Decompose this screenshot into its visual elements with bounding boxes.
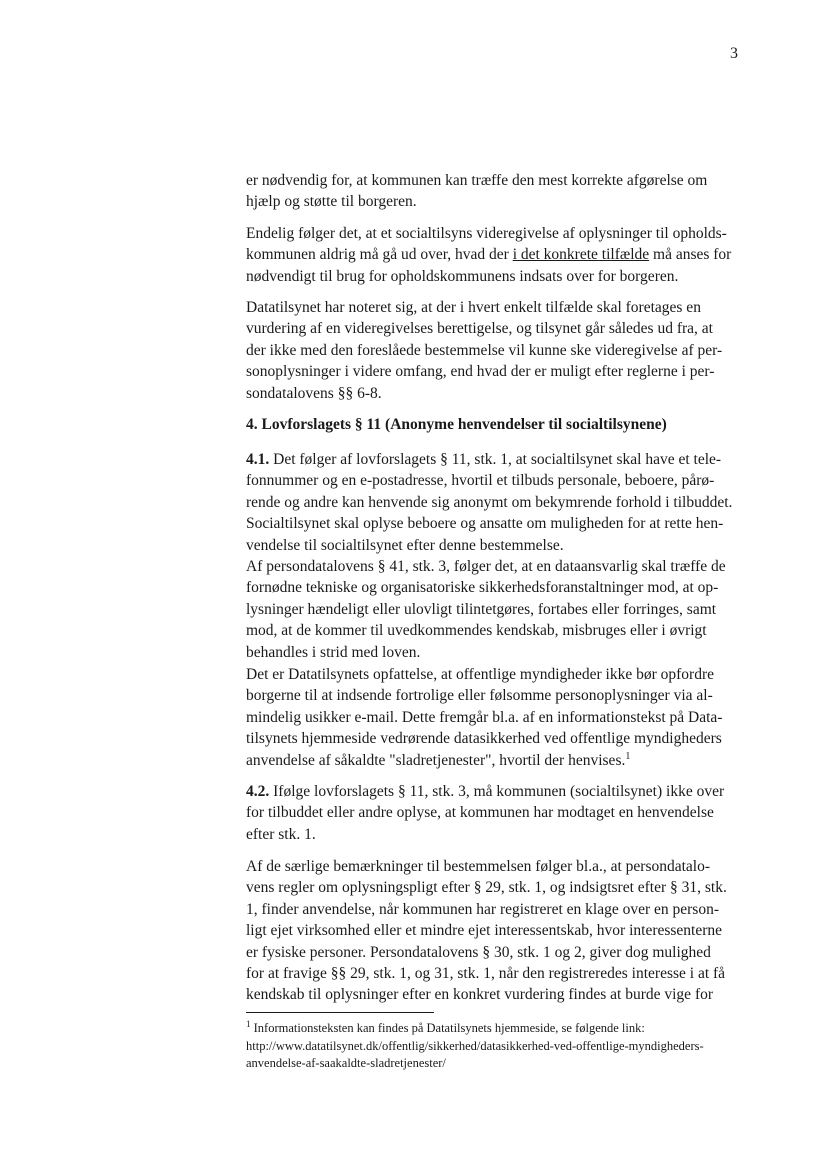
text-line: for tilbuddet eller andre oplyse, at kommunen har modtaget en henvendelse — [246, 804, 714, 822]
paragraph-videregivelse — [246, 223, 756, 287]
text-segment: kommunen aldrig må gå ud over, hvad der — [246, 246, 513, 264]
text-line: der ikke med den foreslåede bestemmelse vil kunne ske videregivelse af per- — [246, 341, 723, 359]
text-line: behandles i strid med loven. — [246, 643, 421, 661]
paragraph-continuation — [246, 170, 756, 213]
footnote-line — [246, 1020, 766, 1038]
text-line — [246, 750, 756, 771]
paragraph-4-2 — [246, 781, 756, 845]
text-segment: anvendelse af såkaldte "sladretjenester", hvortil der henvises. — [246, 751, 626, 769]
text-line: er nødvendig for, at kommunen kan træffe den mest korrekte afgørelse om — [246, 172, 708, 189]
underlined-phrase: i det konkrete tilfælde — [512, 246, 650, 264]
page-number: 3 — [730, 45, 738, 62]
text-line: er fysiske personer. Persondatalovens § 30, stk. 1 og 2, giver dog mulighed — [246, 943, 711, 961]
text-line: fonnummer og en e-postadresse, hvortil et tilbuds personale, beboere, pårø- — [246, 472, 715, 490]
text-line: mod, at de kommer til uvedkommendes kendskab, misbruges eller i øvrigt — [246, 622, 707, 640]
text-line: ligt ejet virksomhed eller et mindre ejet interessentskab, hvor interessenterne — [246, 922, 723, 940]
text-line: Det er Datatilsynets opfattelse, at offentlige myndigheder ikke bør opfordre — [246, 666, 715, 683]
footnote-link-continued: anvendelse-af-saakaldte-sladretjenester/ — [246, 1056, 446, 1070]
paragraph-4-1 — [246, 449, 756, 556]
text-line: efter stk. 1. — [246, 825, 316, 843]
text-line — [246, 244, 756, 265]
text-line: vens regler om oplysningspligt efter § 29, stk. 1, og indsigtsret efter § 31, stk. — [246, 879, 727, 897]
footnote-link: http://www.datatilsynet.dk/offentlig/sikkerhed/datasikkerhed-ved-offentlige-myndigheders- — [246, 1038, 704, 1053]
text-line: mindelig usikker e-mail. Dette fremgår bl.a. af en informationstekst på Data- — [246, 708, 723, 726]
paragraph-datatilsynets-opfattelse — [246, 664, 756, 771]
text-line — [246, 449, 756, 470]
footnote-marker: 1 — [246, 1018, 251, 1029]
text-line: Af de særlige bemærkninger til bestemmelsen følger bl.a., at persondatalo- — [246, 858, 711, 875]
text-line: tilsynets hjemmeside vedrørende datasikkerhed ved offentlige myndigheders — [246, 730, 722, 748]
text-line: hjælp og støtte til borgeren. — [246, 193, 417, 211]
paragraph-saerlige-bemaerkninger — [246, 856, 756, 1006]
text-segment: må anses for — [649, 246, 732, 264]
footnote-reference: 1 — [625, 750, 631, 762]
paragraph-persondataloven-41 — [246, 556, 756, 663]
text-line: 1, finder anvendelse, når kommunen har registreret en klage over en person- — [246, 900, 719, 918]
text-line: sondatalovens §§ 6-8. — [246, 384, 382, 402]
text-line — [246, 781, 756, 802]
text-line: sonoplysninger i videre omfang, end hvad der er muligt efter reglerne i per- — [246, 363, 715, 381]
text-line: lysninger hændeligt eller ulovligt tilintetgøres, fortabes eller forringes, samt — [246, 600, 717, 618]
text-segment: Det følger af lovforslagets § 11, stk. 1, at socialtilsynet skal have et tele- — [269, 451, 722, 468]
text-line: Socialtilsynet skal oplyse beboere og ansatte om muligheden for at rette hen- — [246, 515, 724, 533]
text-line: vurdering af en videregivelses berettigelse, og tilsynet går således ud fra, at — [246, 320, 713, 338]
footnote-divider — [246, 1012, 434, 1013]
text-line: Endelig følger det, at et socialtilsyns videregivelse af oplysninger til opholds- — [246, 225, 727, 242]
section-number: 4.2. — [246, 783, 270, 800]
text-line: borgerne til at indsende fortrolige eller følsomme personoplysninger via al- — [246, 687, 713, 705]
footnote — [246, 1020, 766, 1073]
text-line: kendskab til oplysninger efter en konkret vurdering findes at burde vige for — [246, 986, 714, 1004]
text-line: fornødne tekniske og organisatoriske sikkerhedsforanstaltninger mod, at op- — [246, 579, 719, 597]
text-line: vendelse til socialtilsynet efter denne bestemmelse. — [246, 536, 564, 554]
text-line: for at fravige §§ 29, stk. 1, og 31, stk. 1, når den registreredes interesse i at få — [246, 965, 726, 983]
text-line: Datatilsynet har noteret sig, at der i hvert enkelt tilfælde skal foretages en — [246, 299, 701, 316]
text-line: rende og andre kan henvende sig anonymt om bekymrende forhold i tilbuddet. — [246, 493, 733, 511]
text-line: nødvendigt til brug for opholdskommunens indsats over for borgeren. — [246, 267, 679, 285]
text-segment: Ifølge lovforslagets § 11, stk. 3, må kommunen (socialtilsynet) ikke over — [269, 783, 725, 800]
text-line: Af persondatalovens § 41, stk. 3, følger det, at en dataansvarlig skal træffe de — [246, 558, 726, 575]
paragraph-datatilsynet-noteret — [246, 297, 756, 404]
section-heading: 4. Lovforslagets § 11 (Anonyme henvendelser til socialtilsynene) — [246, 416, 667, 433]
footnote-text: Informationsteksten kan findes på Datatilsynets hjemmeside, se følgende link: — [250, 1021, 645, 1035]
section-number: 4.1. — [246, 451, 270, 468]
